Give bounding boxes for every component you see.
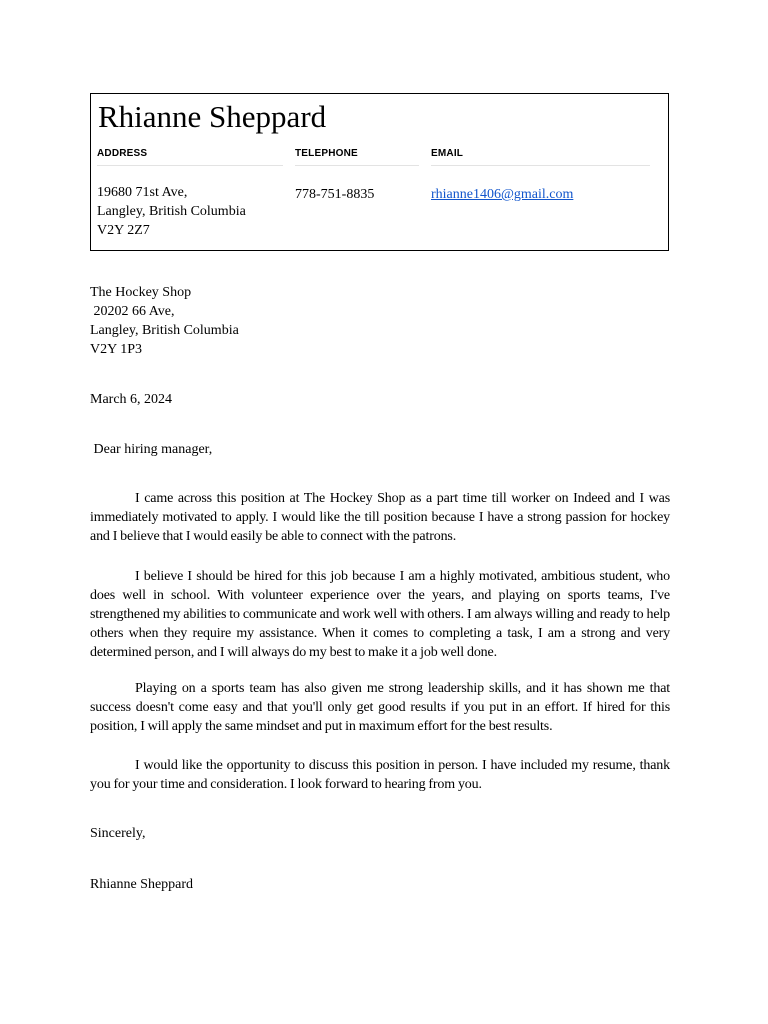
recipient-line: 20202 66 Ave,	[90, 304, 175, 319]
email-value-wrapper	[431, 185, 650, 204]
address-line: 19680 71st Ave,	[97, 185, 188, 200]
applicant-name: Rhianne Sheppard	[98, 99, 327, 134]
recipient-line: The Hockey Shop	[90, 285, 192, 300]
paragraph-text: I came across this position at The Hockey Shop as a part time till worker on Indeed and I was immediately motivated to apply. I would like the till position because I have a strong passion for hockey and I believe that I would easily be able to connect with the patrons.	[90, 491, 670, 544]
telephone-column	[295, 146, 419, 204]
paragraph-text: I would like the opportunity to discuss this position in person. I have included my resume, thank you for your time and consideration. I look forward to hearing from you.	[90, 758, 670, 792]
letter-date: March 6, 2024	[90, 392, 173, 407]
recipient-line: Langley, British Columbia	[90, 323, 239, 338]
address-value	[97, 183, 283, 240]
email-link[interactable]: rhianne1406@gmail.com	[431, 187, 574, 202]
body-paragraph	[90, 679, 670, 736]
salutation	[90, 440, 670, 459]
address-label: ADDRESS	[97, 146, 283, 166]
address-line: V2Y 2Z7	[97, 223, 150, 238]
paragraph-text: Playing on a sports team has also given me strong leadership skills, and it has shown me that success doesn't come easy and that you'll only get good results if you put in an effort. If hired for this position, I will apply the same mindset and put in maximum effort for the best results.	[90, 681, 670, 734]
body-paragraph	[90, 489, 670, 546]
address-line: Langley, British Columbia	[97, 204, 246, 219]
signature: Rhianne Sheppard	[90, 877, 194, 892]
telephone-label: TELEPHONE	[295, 146, 419, 166]
salutation-text: Dear hiring manager,	[90, 442, 213, 457]
body-paragraph	[90, 756, 670, 794]
telephone-value: 778-751-8835	[295, 187, 375, 202]
address-column	[97, 146, 283, 240]
body-paragraph	[90, 567, 670, 662]
email-column	[431, 146, 650, 204]
email-label: EMAIL	[431, 146, 650, 166]
recipient-line: V2Y 1P3	[90, 342, 142, 357]
contact-header	[90, 93, 669, 251]
closing: Sincerely,	[90, 826, 146, 841]
recipient-address	[90, 283, 670, 359]
paragraph-text: I believe I should be hired for this job because I am a highly motivated, ambitious student, who does well in school. With volunteer experience over the years, and playing on sports teams, I've strengthened my abilities to communicate and work well with others. I am always willing and ready to help others when they require my assistance. When it comes to completing a task, I am a strong and very determined person, and I will always do my best to make it a job well done.	[90, 569, 670, 660]
